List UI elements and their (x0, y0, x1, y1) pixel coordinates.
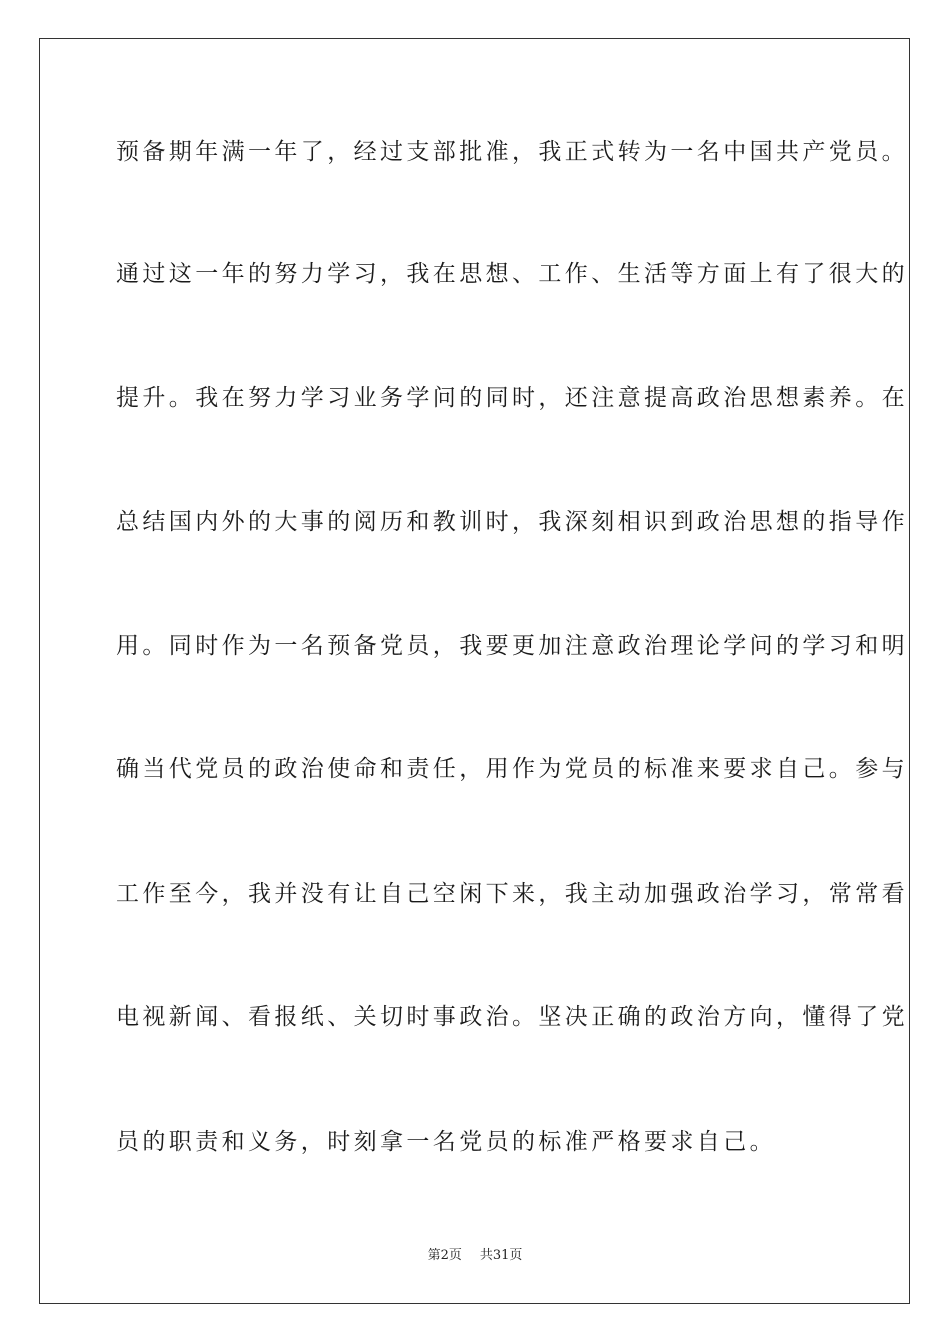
body-line-6: 确当代党员的政治使命和责任，用作为党员的标准来要求自己。参与 (116, 756, 908, 782)
body-line-7: 工作至今，我并没有让自己空闲下来，我主动加强政治学习，常常看 (116, 881, 908, 907)
body-line-8: 电视新闻、看报纸、关切时事政治。坚决正确的政治方向，懂得了党 (116, 1004, 908, 1030)
page-footer (0, 1247, 950, 1265)
body-line-2: 通过这一年的努力学习，我在思想、工作、生活等方面上有了很大的 (116, 261, 908, 287)
page-total: 共31页 (479, 1248, 523, 1263)
body-line-3: 提升。我在努力学习业务学问的同时，还注意提高政治思想素养。在 (116, 385, 908, 411)
body-line-4: 总结国内外的大事的阅历和教训时，我深刻相识到政治思想的指导作 (116, 509, 908, 535)
body-line-1: 预备期年满一年了，经过支部批准，我正式转为一名中国共产党员。 (116, 139, 908, 165)
body-line-9: 员的职责和义务，时刻拿一名党员的标准严格要求自己。 (116, 1129, 776, 1155)
page-number: 第2页 (427, 1248, 462, 1263)
body-line-5: 用。同时作为一名预备党员，我要更加注意政治理论学问的学习和明 (116, 633, 908, 659)
page-border (39, 38, 910, 1304)
